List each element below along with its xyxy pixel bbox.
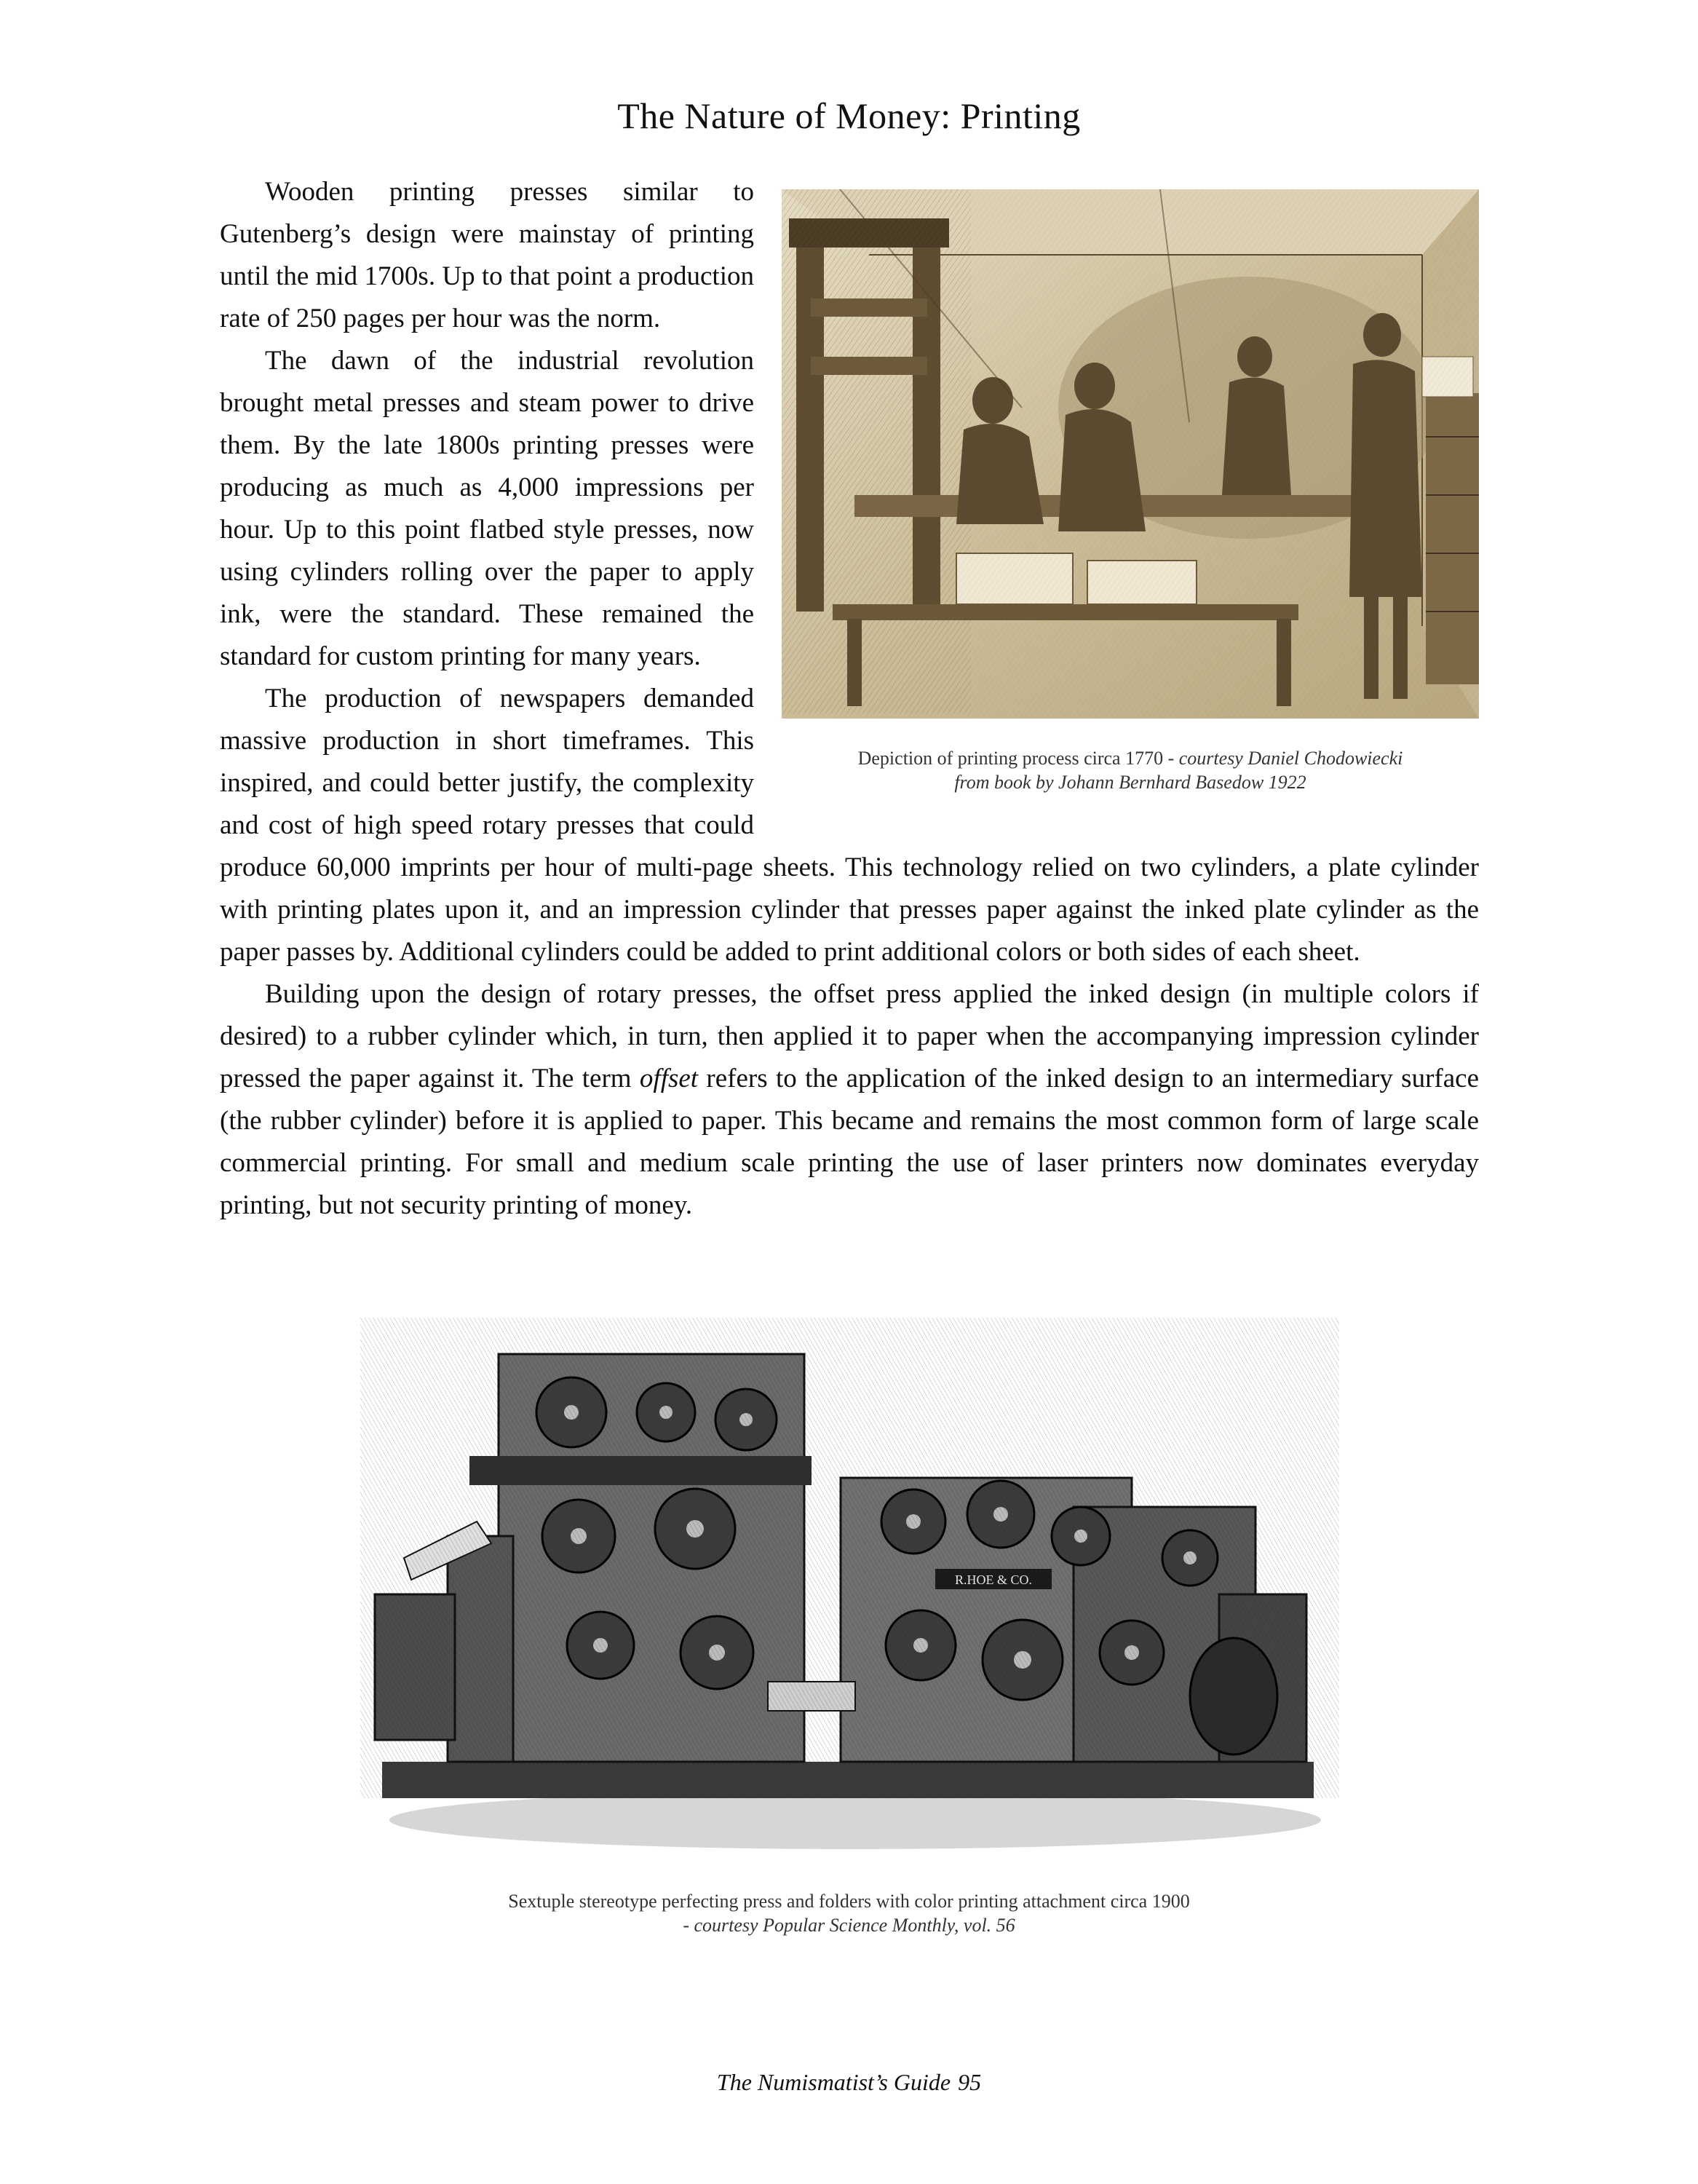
offset-term: offset — [639, 1064, 699, 1093]
page-footer — [0, 2069, 1698, 2096]
paragraph-4-part-2: refers to the application of the inked design to an intermediary surface (the rubber cylinder) before it is applied to paper. This became and remains the most common form of large scale commercial printing. For small and medium scale printing the use of laser printers now dominates everyday printing, but not security printing of money. — [220, 1064, 1479, 1220]
caption-credit-2: courtesy Popular Science Monthly, vol. 56 — [694, 1915, 1015, 1936]
figure-bottom-caption — [0, 1889, 1698, 1937]
paragraph-4-part-1: Building upon the design of rotary presses, the offset press applied the inked design (in multiple colors if desired) to a rubber cylinder which, in turn, then applied it to paper when the accompanying impression cylinder pressed the paper against it. The term — [220, 979, 1479, 1093]
paragraph-2: The dawn of the industrial revolution brought metal presses and steam power to drive them. By the late 1800s printing presses were producing as much as 4,000 impressions per hour. Up to this point flatbed style presses, now using cylinders rolling over the paper to apply ink, were the standard. These remained the standard for custom printing for many years. — [220, 346, 754, 671]
caption-dash: - — [683, 1915, 694, 1936]
caption-line-1: Sextuple stereotype perfecting press and folders with color printing attachment circa 1900 — [508, 1891, 1190, 1912]
footer-book-title: The Numismatist’s Guide — [716, 2069, 951, 2095]
figure-printing-workshop — [782, 189, 1479, 794]
page-title: The Nature of Money: Printing — [617, 95, 1081, 136]
caption-text: Depiction of printing process circa 1770 - — [857, 748, 1179, 769]
caption-credit-source: from book by Johann Bernhard Basedow 1922 — [954, 772, 1306, 793]
figure-top-caption — [782, 746, 1479, 794]
page-number: 95 — [958, 2069, 982, 2095]
paragraph-4 — [220, 973, 1479, 1227]
paragraph-3: The production of newspapers demanded massive production in short timeframes. This inspired, and could better justify, the complexity and cost of high speed rotary presses that could produce 60,000 imprints per hour of multi-page sheets. This technology relied on two cylinders, a plate cylinder with printing plates upon it, and an impression cylinder that presses paper against the inked plate cylinder as the paper passes by. Additional cylinders could be added to print additional colors or both sides of each sheet. — [220, 684, 1479, 967]
body-text — [220, 171, 1479, 1227]
rotary-press-engraving — [360, 1318, 1339, 1860]
paragraph-1: Wooden printing presses similar to Gutenberg’s design were mainstay of printing until the mid 1700s. Up to that point a production rate of 250 pages per hour was the norm. — [220, 177, 754, 333]
caption-credit: courtesy Daniel Chodowiecki — [1178, 748, 1403, 769]
printing-workshop-engraving — [782, 189, 1479, 719]
